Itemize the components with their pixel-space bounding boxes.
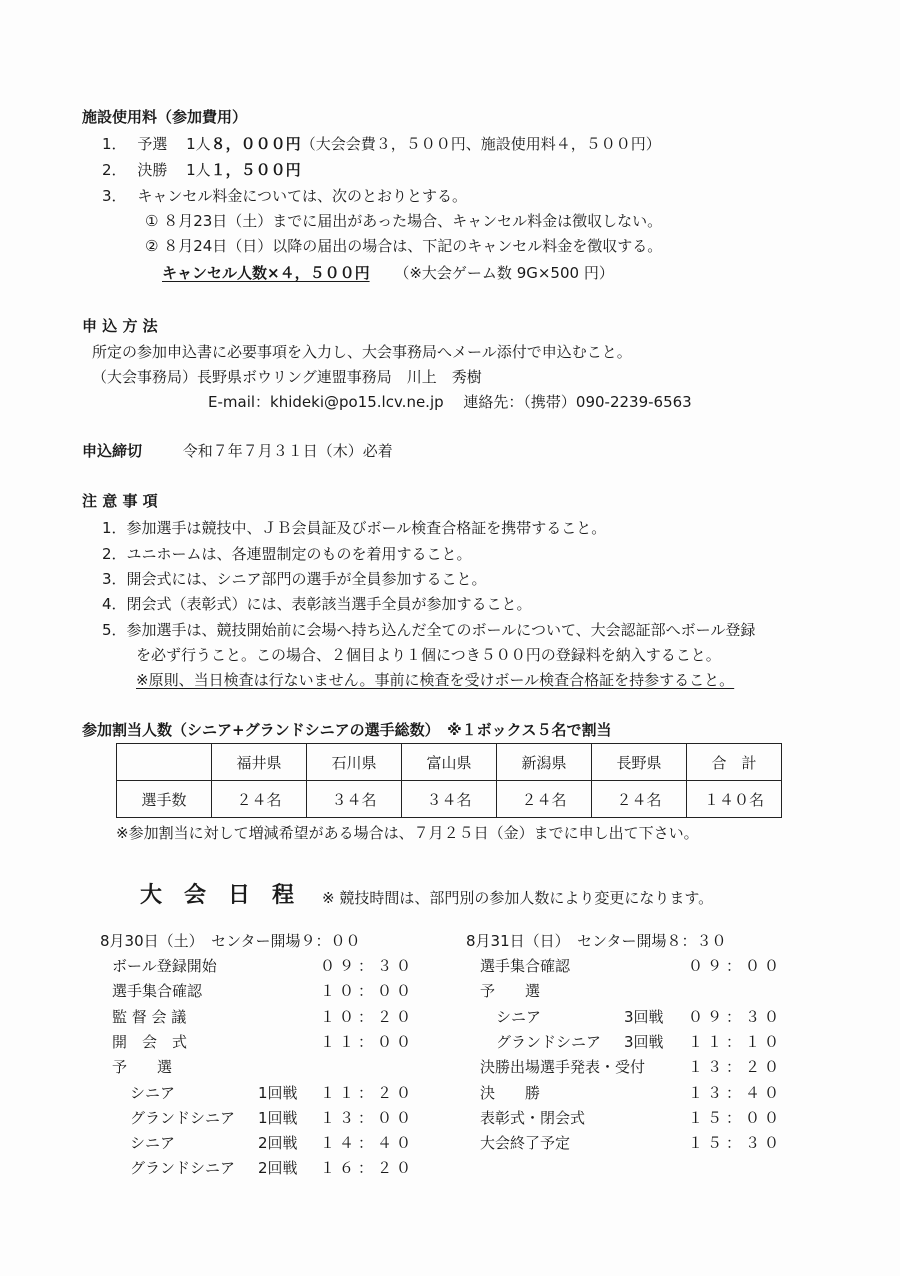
schedule-item-time: １１：００ (320, 1032, 416, 1051)
day2-header: 8月31日（日） センター開場８：３０ (466, 932, 727, 950)
schedule-item-label: 表彰式・閉会式 (480, 1108, 586, 1127)
schedule-item-label: 大会終了予定 (480, 1134, 571, 1153)
allocation-header-cell (117, 744, 212, 781)
schedule-item-round: 2回戦 (258, 1159, 298, 1178)
apply-line-1: 所定の参加申込書に必要事項を入力し、大会事務局へメール添付で申込むこと。 (92, 343, 632, 361)
fee-item-1 (102, 135, 661, 153)
notes-warning: ※原則、当日検査は行ないません。事前に検査を受けボール検査合格証を持参すること。 (136, 671, 735, 689)
cancel-line (162, 264, 614, 282)
fee-item-1-num: 1． (102, 135, 127, 153)
schedule-item-round: 2回戦 (258, 1134, 298, 1153)
schedule-item-label: 予 選 (112, 1058, 173, 1077)
schedule-title: 大 会 日 程 (140, 883, 295, 908)
allocation-cell: ２４名 (497, 781, 592, 818)
schedule-item-label: 監 督 会 議 (112, 1007, 187, 1026)
schedule-item-time: ０９：００ (688, 957, 784, 975)
fee-item-1-label: 予選 (137, 135, 168, 153)
schedule-item-time: ０９：３０ (688, 1007, 784, 1026)
schedule-item-time: １１：２０ (320, 1083, 416, 1102)
schedule-item-time: １０：２０ (320, 1007, 416, 1026)
allocation-table (116, 743, 782, 818)
allocation-data-row (117, 781, 782, 818)
schedule-item-round: 1回戦 (258, 1083, 298, 1102)
schedule-item-time: １３：２０ (688, 1058, 784, 1077)
allocation-row-label: 選手数 (117, 781, 212, 818)
allocation-cell: ２４名 (592, 781, 687, 818)
fee-item-1-detail: （大会会費３，５００円、施設使用料４，５００円） (300, 135, 661, 153)
schedule-item-label: 開 会 式 (112, 1032, 188, 1051)
schedule-item-label: 決 勝 (480, 1083, 541, 1102)
schedule-item-time: １５：３０ (688, 1134, 784, 1153)
fee-item-3-num: 3． (102, 187, 127, 205)
allocation-cell: １４０名 (687, 781, 782, 818)
apply-office: （大会事務局）長野県ボウリング連盟事務局 川上 秀樹 (92, 368, 482, 386)
notes-item: 3．開会式には、シニア部門の選手が全員参加すること。 (102, 570, 487, 588)
fee-heading: 施設使用料（参加費用） (82, 108, 248, 126)
allocation-note: ※参加割当に対して増減希望がある場合は、７月２５日（金）までに申し出て下さい。 (116, 824, 699, 842)
apply-heading: 申 込 方 法 (82, 317, 158, 335)
fee-item-3 (102, 187, 467, 205)
fee-sub-2: ② ８月24日（日）以降の届出の場合は、下記のキャンセル料金を徴収する。 (145, 237, 663, 255)
allocation-cell: ２４名 (212, 781, 307, 818)
allocation-cell: ３４名 (307, 781, 402, 818)
schedule-item-label: 予 選 (480, 982, 541, 1001)
schedule-item-time: １１：１０ (688, 1032, 784, 1051)
fee-item-1-amount: ８，０００円 (210, 135, 301, 153)
schedule-item-round: 3回戦 (624, 1032, 664, 1051)
schedule-item-label: シニア (496, 1007, 542, 1026)
schedule-item-label: シニア (130, 1083, 176, 1102)
schedule-item-label: 選手集合確認 (480, 957, 571, 975)
allocation-cell: ３４名 (402, 781, 497, 818)
schedule-item-label: グランドシニア (130, 1108, 236, 1127)
fee-item-2-pre: 1人 (186, 161, 211, 179)
day1-header: 8月30日（土） センター開場９：００ (100, 932, 361, 950)
schedule-item-time: １３：００ (320, 1108, 416, 1127)
notes-item: 5．参加選手は、競技開始前に会場へ持ち込んだ全てのボールについて、大会認証部へボール登録 (102, 621, 756, 639)
schedule-item-time: １４：４０ (320, 1134, 416, 1153)
allocation-header-cell: 合 計 (687, 744, 782, 781)
schedule-item-time: １５：００ (688, 1108, 784, 1127)
fee-sub-1: ① ８月23日（土）までに届出があった場合、キャンセル料金は徴収しない。 (145, 212, 663, 230)
schedule-item-label: グランドシニア (130, 1159, 236, 1178)
allocation-header-cell: 長野県 (592, 744, 687, 781)
schedule-item-round: 3回戦 (624, 1007, 664, 1026)
fee-item-2-label: 決勝 (137, 161, 168, 179)
notes-heading: 注 意 事 項 (82, 492, 158, 510)
cancel-formula: キャンセル人数×４，５００円 (162, 264, 370, 282)
schedule-item-time: １０：００ (320, 982, 416, 1001)
schedule-note: ※ 競技時間は、部門別の参加人数により変更になります。 (322, 889, 714, 907)
deadline (82, 442, 393, 460)
allocation-header-cell: 石川県 (307, 744, 402, 781)
notes-item-5-cont: を必ず行うこと。この場合、２個目より１個につき５００円の登録料を納入すること。 (136, 646, 721, 664)
schedule-item-label: シニア (130, 1134, 176, 1153)
deadline-heading: 申込締切 (82, 442, 143, 460)
allocation-header-cell: 福井県 (212, 744, 307, 781)
cancel-note: （※大会ゲーム数 9G×500 円） (394, 264, 614, 282)
fee-item-2 (102, 161, 301, 179)
schedule-item-round: 1回戦 (258, 1108, 298, 1127)
schedule-item-time: ０９：３０ (320, 957, 416, 975)
allocation-header-row (117, 744, 782, 781)
allocation-header-cell: 富山県 (402, 744, 497, 781)
fee-item-1-pre: 1人 (186, 135, 211, 153)
fee-item-2-amount: １，５００円 (210, 161, 301, 179)
schedule-item-time: １６：２０ (320, 1159, 416, 1178)
apply-contact: E-mail：khideki@po15.lcv.ne.jp 連絡先：（携帯）090-2239-6563 (208, 393, 692, 411)
schedule-item-label: ボール登録開始 (112, 957, 217, 975)
notes-item: 1．参加選手は競技中、ＪＢ会員証及びボール検査合格証を携帯すること。 (102, 519, 607, 537)
schedule-item-label: 選手集合確認 (112, 982, 203, 1001)
allocation-header-cell: 新潟県 (497, 744, 592, 781)
allocation-heading: 参加割当人数（シニア+グランドシニアの選手総数） ※１ボックス５名で割当 (82, 721, 612, 739)
notes-item: 2．ユニホームは、各連盟制定のものを着用すること。 (102, 545, 472, 563)
schedule-item-label: グランドシニア (496, 1032, 602, 1051)
schedule-item-time: １３：４０ (688, 1083, 784, 1102)
fee-item-3-text: キャンセル料金については、次のとおりとする。 (137, 187, 468, 205)
notes-item: 4．閉会式（表彰式）には、表彰該当選手全員が参加すること。 (102, 595, 532, 613)
schedule-item-label: 決勝出場選手発表・受付 (480, 1058, 646, 1077)
fee-item-2-num: 2． (102, 161, 127, 179)
deadline-text: 令和７年７月３１日（木）必着 (182, 442, 393, 460)
